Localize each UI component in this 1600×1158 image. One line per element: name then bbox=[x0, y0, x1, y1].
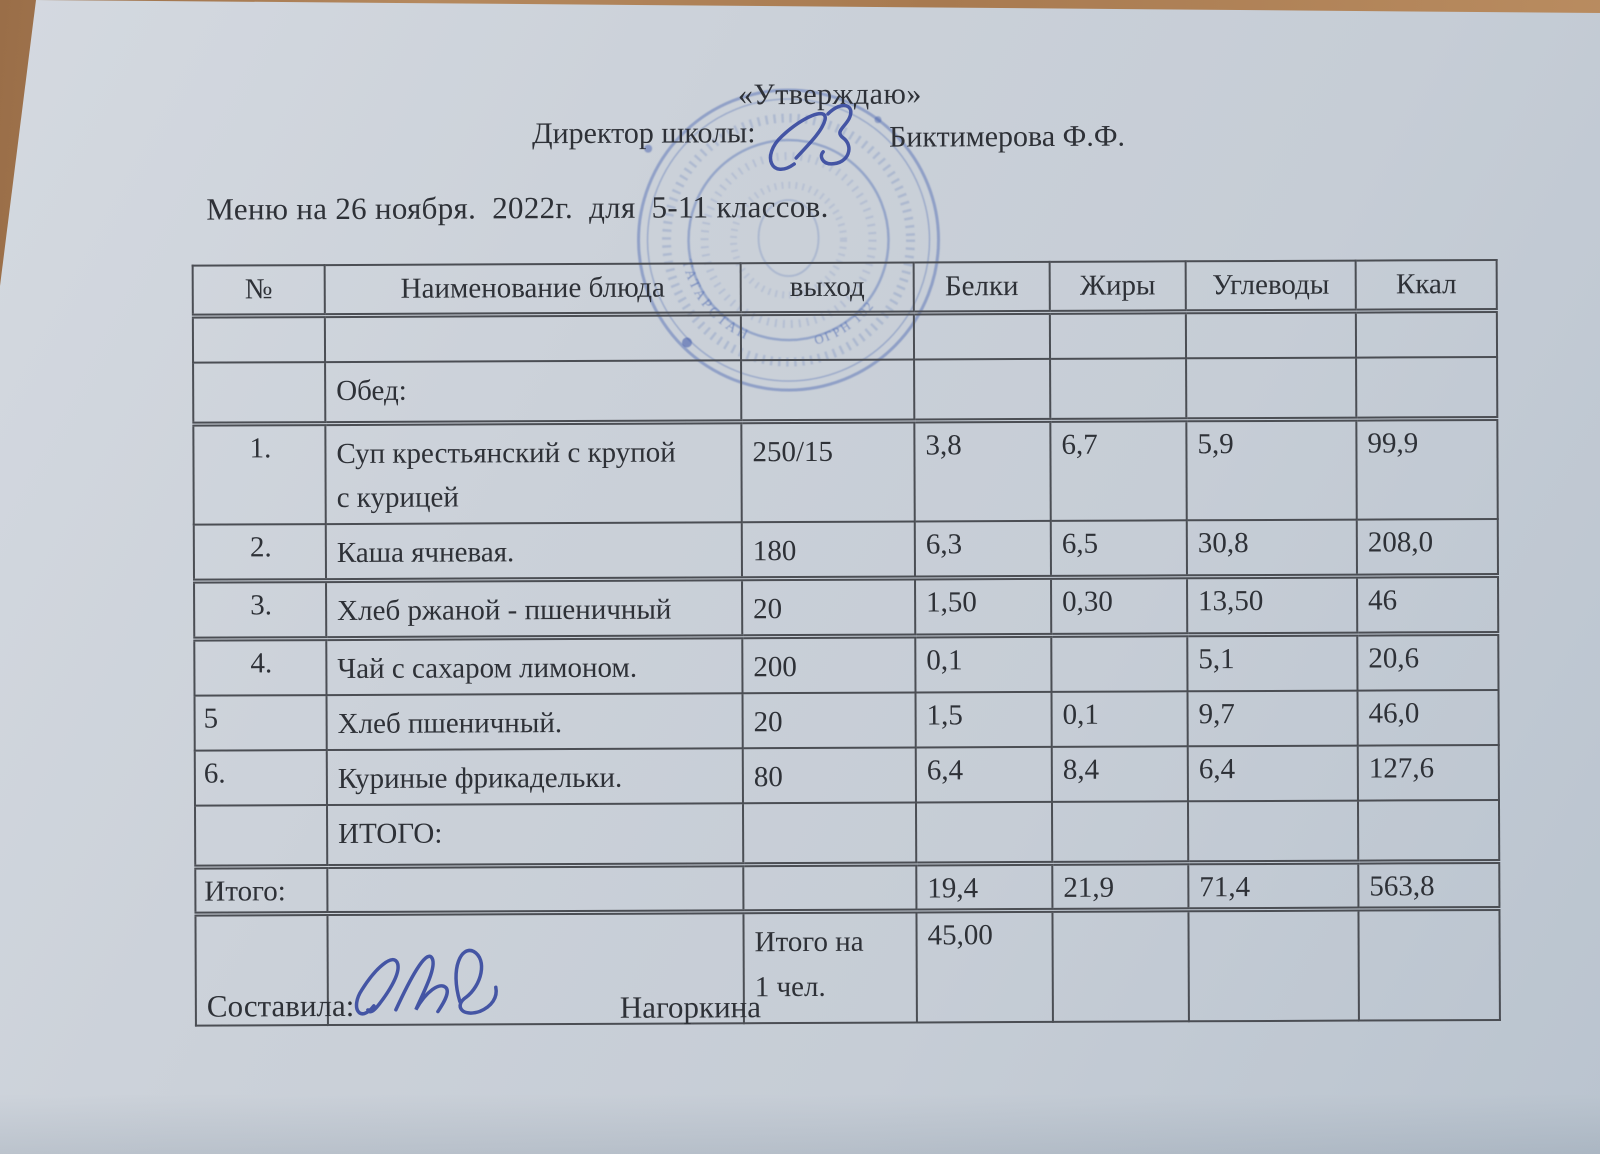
cell-num: Итого: bbox=[195, 866, 327, 914]
cell-carbs bbox=[1188, 801, 1358, 863]
director-name: Биктимерова Ф.Ф. bbox=[889, 119, 1126, 154]
stamp-region-text: ТАТАРСТАН bbox=[678, 258, 753, 344]
cell-protein: 1,50 bbox=[915, 578, 1051, 637]
col-header-kcal: Ккал bbox=[1356, 260, 1497, 311]
cell-carbs bbox=[1186, 358, 1356, 420]
cell-carbs: 13,50 bbox=[1187, 576, 1357, 635]
cell-carbs: 71,4 bbox=[1188, 862, 1358, 910]
cell-out: 20 bbox=[743, 693, 916, 749]
cell-out: 250/15 bbox=[741, 420, 914, 522]
col-header-fat: Жиры bbox=[1050, 261, 1186, 312]
cell-protein: 0,1 bbox=[915, 636, 1051, 693]
cell-protein: 3,8 bbox=[914, 420, 1050, 522]
cell-kcal: 46 bbox=[1357, 576, 1498, 635]
table-row bbox=[195, 690, 1499, 751]
cell-kcal: 99,9 bbox=[1356, 418, 1497, 520]
cell-name: ИТОГО: bbox=[327, 803, 743, 866]
cell-carbs: 6,4 bbox=[1188, 746, 1358, 802]
composed-by-label: Составила: bbox=[206, 987, 355, 1024]
cell-kcal bbox=[1356, 310, 1497, 358]
col-header-num: № bbox=[193, 265, 325, 316]
table-row bbox=[194, 576, 1498, 640]
cell-protein bbox=[916, 802, 1052, 864]
table-row bbox=[195, 800, 1499, 867]
cell-out: Итого на 1 чел. bbox=[743, 911, 916, 1024]
cell-kcal: 127,6 bbox=[1358, 745, 1499, 801]
cell-fat: 21,9 bbox=[1052, 862, 1188, 910]
cell-protein: 1,5 bbox=[916, 692, 1052, 748]
cell-fat: 0,30 bbox=[1051, 577, 1187, 636]
table-row bbox=[194, 519, 1498, 581]
cell-fat: 0,1 bbox=[1052, 691, 1188, 747]
cell-num: 2. bbox=[194, 524, 326, 581]
cell-out: 20 bbox=[742, 578, 915, 637]
cell-protein: 6,3 bbox=[915, 521, 1051, 578]
cell-carbs: 5,9 bbox=[1186, 419, 1356, 521]
cell-out bbox=[743, 803, 916, 865]
stamp-ink-dot bbox=[874, 116, 881, 123]
cell-protein bbox=[914, 312, 1050, 360]
col-header-name: Наименование блюда bbox=[325, 263, 741, 315]
cell-fat bbox=[1051, 635, 1187, 692]
cell-out: 180 bbox=[742, 522, 915, 579]
cell-num bbox=[193, 315, 325, 363]
cell-fat: 6,7 bbox=[1050, 419, 1186, 521]
cell-num bbox=[195, 805, 327, 867]
cell-out bbox=[743, 864, 916, 912]
col-header-protein: Белки bbox=[914, 262, 1050, 313]
cell-num: 1. bbox=[193, 423, 325, 525]
cell-kcal: 20,6 bbox=[1357, 634, 1498, 691]
cell-carbs: 5,1 bbox=[1187, 634, 1357, 691]
cell-num: 3. bbox=[194, 581, 326, 640]
cell-out: 80 bbox=[743, 748, 916, 804]
cell-name: Чай с сахаром лимоном. bbox=[326, 637, 742, 695]
approval-text: «Утверждаю» bbox=[737, 77, 922, 112]
cell-num bbox=[193, 362, 325, 424]
cell-num: 5 bbox=[195, 695, 327, 751]
table-row-per-person bbox=[195, 908, 1499, 1026]
cell-fat bbox=[1052, 801, 1188, 863]
cell-carbs: 9,7 bbox=[1188, 691, 1358, 747]
cell-protein bbox=[914, 359, 1050, 421]
table-row bbox=[193, 418, 1497, 525]
cell-name: Каша ячневая. bbox=[326, 523, 742, 581]
menu-title: Меню на 26 ноября. 2022г. для 5-11 классов. bbox=[206, 188, 829, 227]
stamp-ogrn-text: ОГРН 102 bbox=[812, 297, 878, 348]
cell-kcal: 563,8 bbox=[1358, 861, 1499, 909]
col-header-carbs: Углеводы bbox=[1186, 261, 1356, 312]
cell-num: 4. bbox=[194, 639, 326, 696]
cell-out bbox=[741, 360, 914, 422]
table-row bbox=[195, 745, 1499, 806]
cell-carbs bbox=[1188, 909, 1358, 1022]
cell-out bbox=[741, 313, 914, 361]
cell-name: Хлеб пшеничный. bbox=[327, 693, 743, 750]
director-label: Директор школы: bbox=[531, 116, 756, 151]
cell-carbs: 30,8 bbox=[1187, 520, 1357, 577]
table-row bbox=[193, 357, 1497, 424]
menu-table bbox=[192, 259, 1501, 1027]
table-row-totals bbox=[195, 861, 1499, 914]
table-header-row bbox=[193, 260, 1497, 316]
cell-protein: 45,00 bbox=[916, 910, 1052, 1023]
table-row bbox=[193, 310, 1497, 363]
composed-by-name: Нагоркина bbox=[619, 989, 762, 1025]
cell-num: 6. bbox=[195, 750, 327, 806]
cell-kcal bbox=[1358, 908, 1499, 1021]
cell-fat bbox=[1052, 909, 1188, 1022]
cell-protein: 19,4 bbox=[916, 863, 1052, 911]
cell-name bbox=[327, 864, 743, 913]
table-row bbox=[194, 634, 1498, 696]
cell-fat bbox=[1050, 311, 1186, 359]
cell-name bbox=[325, 313, 741, 362]
cell-kcal: 46,0 bbox=[1358, 690, 1499, 746]
cell-protein: 6,4 bbox=[916, 747, 1052, 803]
cell-out: 200 bbox=[742, 636, 915, 693]
cell-kcal bbox=[1358, 800, 1499, 862]
cell-name: Хлеб ржаной - пшеничный bbox=[326, 579, 742, 639]
cell-kcal: 208,0 bbox=[1357, 519, 1498, 576]
cell-kcal bbox=[1356, 357, 1497, 419]
cell-carbs bbox=[1186, 311, 1356, 359]
cell-fat: 6,5 bbox=[1051, 521, 1187, 578]
cell-fat: 8,4 bbox=[1052, 746, 1188, 802]
cell-name: Куриные фрикадельки. bbox=[327, 748, 743, 805]
col-header-out: выход bbox=[741, 263, 914, 314]
cell-name: Обед: bbox=[325, 360, 741, 423]
cell-fat bbox=[1050, 358, 1186, 420]
cell-name: Суп крестьянский с крупой с курицей bbox=[325, 421, 741, 524]
